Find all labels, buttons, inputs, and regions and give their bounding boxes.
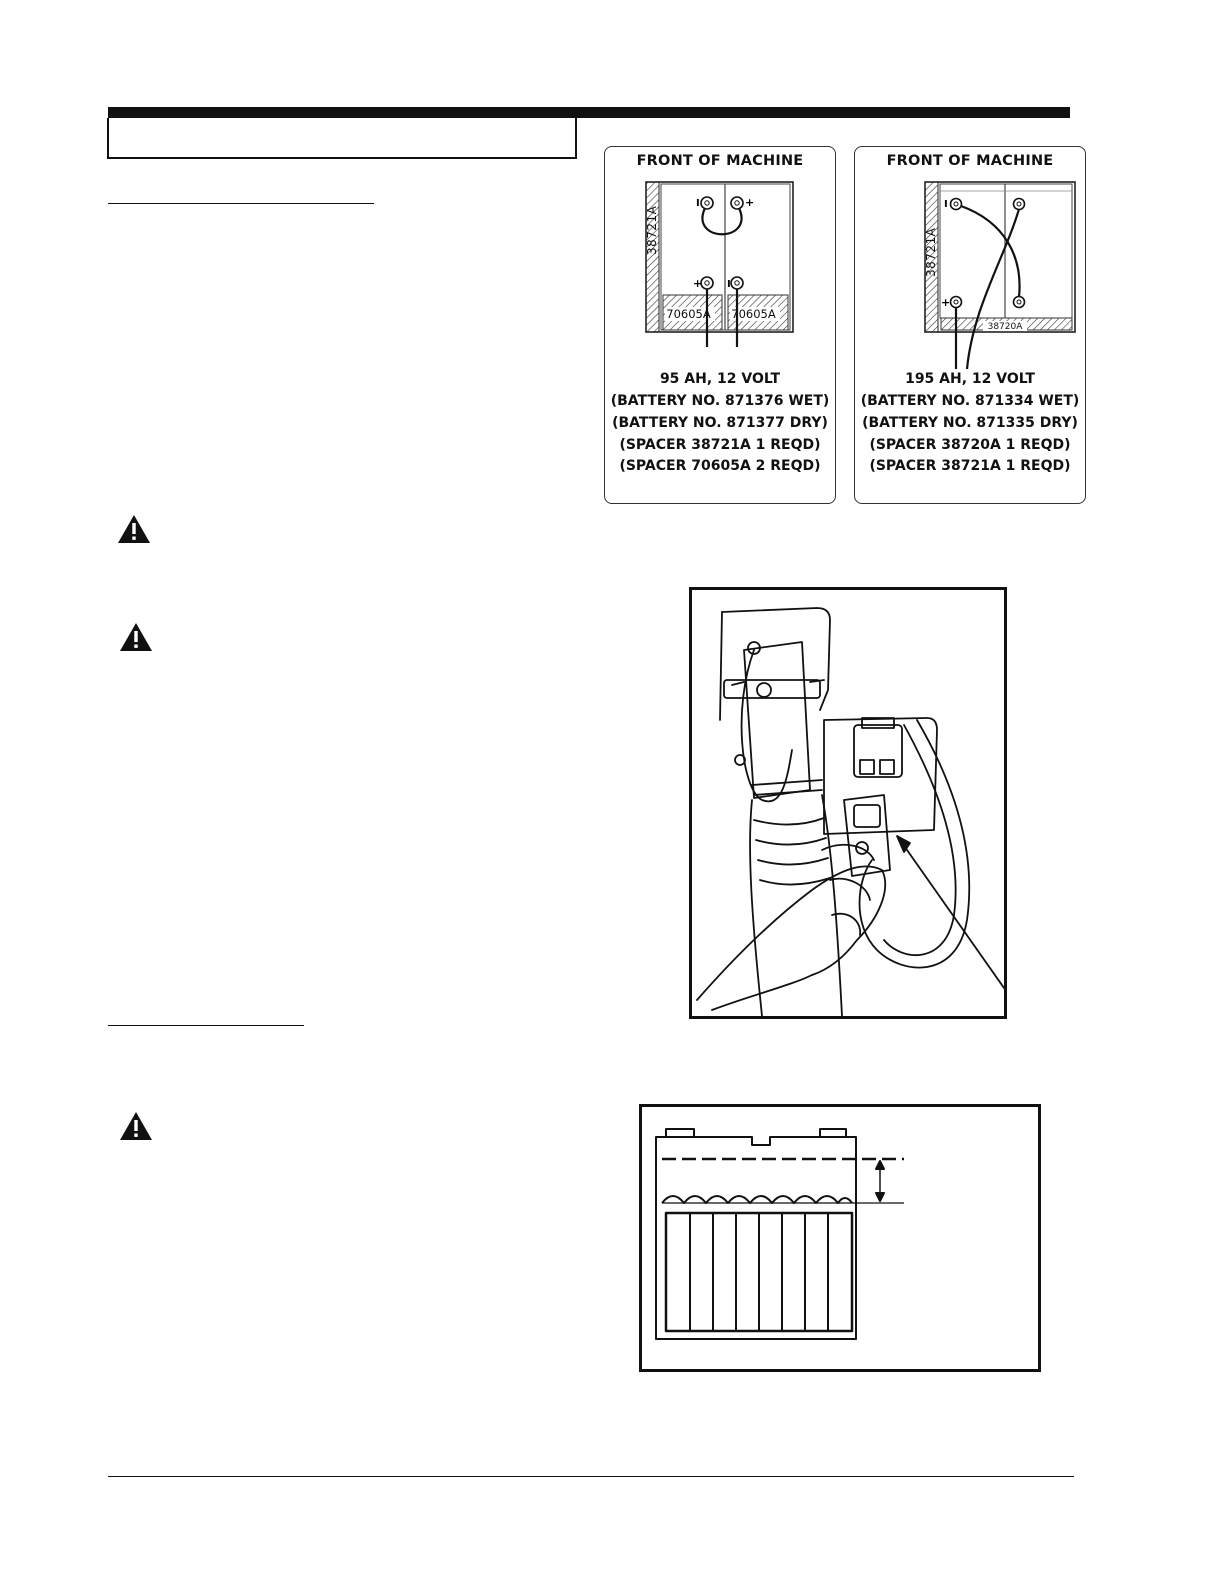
spacer-requirement: (SPACER 38720A 1 REQD) xyxy=(869,437,1071,453)
connector-drawing xyxy=(692,590,1004,1016)
wet-battery-number: (BATTERY NO. 871334 WET) xyxy=(860,393,1080,409)
spacer-requirement: (SPACER 38721A 1 REQD) xyxy=(869,458,1071,474)
battery-195ah-diagram xyxy=(854,146,1086,504)
electrolyte-level-illustration xyxy=(639,1104,1041,1372)
dry-battery-number: (BATTERY NO. 871377 DRY) xyxy=(612,415,828,431)
front-of-machine-label: FRONT OF MACHINE xyxy=(886,153,1054,169)
heading-underline xyxy=(108,1025,304,1026)
spacer-label-left: 70605A xyxy=(666,307,711,321)
svg-text:+: + xyxy=(693,277,703,290)
warning-triangle-icon xyxy=(119,622,153,652)
capacity-label: 95 AH, 12 VOLT xyxy=(659,371,781,387)
spacer-label-bottom: 38720A xyxy=(987,322,1023,332)
front-of-machine-label: FRONT OF MACHINE xyxy=(636,153,804,169)
dry-battery-number: (BATTERY NO. 871335 DRY) xyxy=(862,415,1078,431)
svg-text:I: I xyxy=(944,199,948,210)
header-rule xyxy=(108,107,1070,118)
warning-triangle-icon xyxy=(119,1111,153,1141)
battery-cross-section xyxy=(642,1107,1038,1369)
section-title-box xyxy=(107,118,577,159)
battery-connector-illustration xyxy=(689,587,1007,1019)
spacer-label-right: 70605A xyxy=(731,307,776,321)
wet-battery-number: (BATTERY NO. 871376 WET) xyxy=(610,393,830,409)
battery-95ah-diagram xyxy=(604,146,836,504)
heading-underline xyxy=(108,203,374,204)
capacity-label: 195 AH, 12 VOLT xyxy=(905,371,1035,387)
footer-rule xyxy=(108,1476,1074,1477)
svg-text:I: I xyxy=(727,279,731,290)
svg-text:+: + xyxy=(745,196,755,209)
spacer-requirement: (SPACER 70605A 2 REQD) xyxy=(619,458,821,474)
spacer-requirement: (SPACER 38721A 1 REQD) xyxy=(619,437,821,453)
warning-triangle-icon xyxy=(117,514,151,544)
svg-text:+: + xyxy=(941,296,951,309)
svg-text:I: I xyxy=(696,198,700,209)
